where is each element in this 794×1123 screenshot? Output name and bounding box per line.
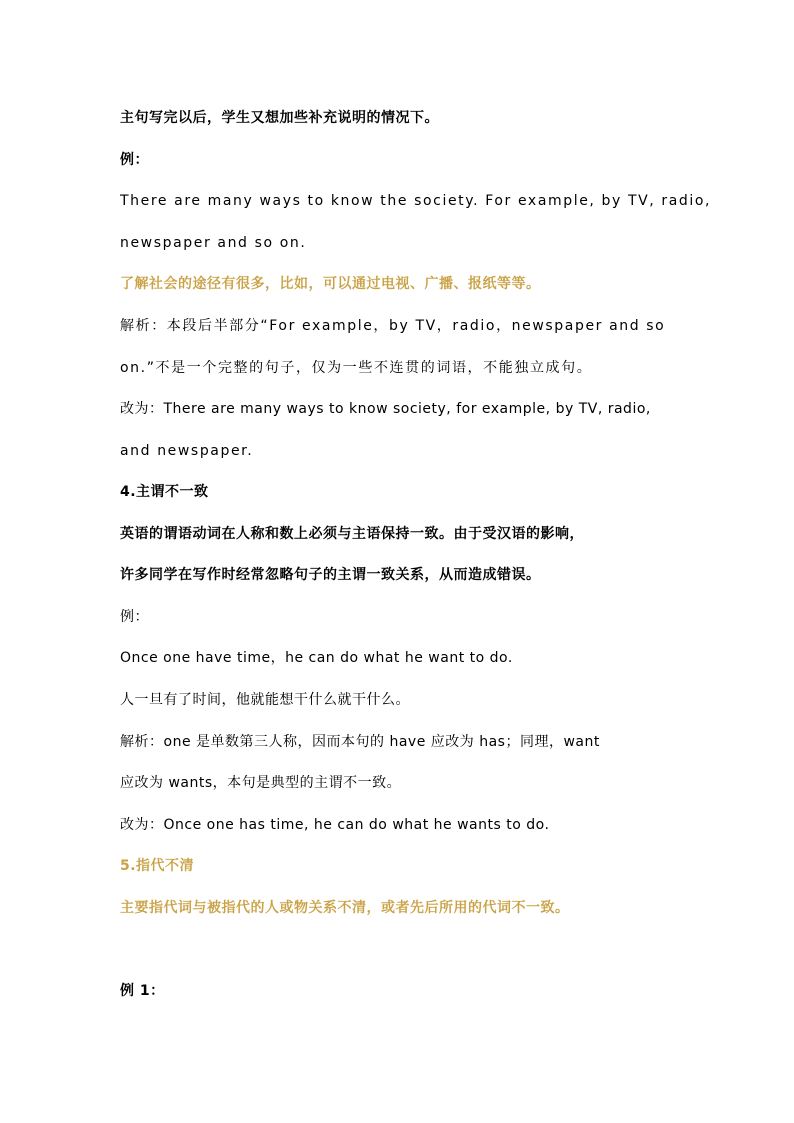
example-sentence-line-1: There are many ways to know the society. For example, by TV, radio, [120,193,712,209]
analysis-line-2: 应改为 wants，本句是典型的主谓不一致。 [120,775,402,791]
example-sentence-line-2: newspaper and so on. [120,235,307,251]
example-label: 例： [120,609,149,625]
example-label: 例： [120,152,149,168]
section-4-description-line-1: 英语的谓语动词在人称和数上必须与主语保持一致。由于受汉语的影响， [120,526,584,542]
translation-line: 了解社会的途径有很多，比如，可以通过电视、广播、报纸等等。 [120,276,541,292]
section-heading-4: 4.主谓不一致 [120,484,209,500]
correction-line: 改为：Once one has time, he can do what he wants to do. [120,817,550,833]
section-4-description-line-2: 许多同学在写作时经常忽略句子的主谓一致关系，从而造成错误。 [120,567,541,583]
analysis-line-1: 解析：one 是单数第三人称，因而本句的 have 应改为 has；同理，want [120,734,600,750]
example-1-label: 例 1： [120,983,165,999]
correction-line-2: and newspaper. [120,443,254,459]
example-sentence: Once one have time，he can do what he want to do. [120,650,513,666]
section-5-description: 主要指代词与被指代的人或物关系不清，或者先后所用的代词不一致。 [120,900,570,916]
section-heading-5: 5.指代不清 [120,858,195,874]
translation-line: 人一旦有了时间，他就能想干什么就干什么。 [120,692,410,708]
intro-line: 主句写完以后，学生又想加些补充说明的情况下。 [120,110,439,126]
analysis-line-1: 解析：本段后半部分“For example，by TV，radio，newspaper and so [120,318,666,334]
correction-line-1: 改为：There are many ways to know society, for example, by TV, radio, [120,401,651,417]
analysis-line-2: on.”不是一个完整的句子，仅为一些不连贯的词语，不能独立成句。 [120,360,593,376]
